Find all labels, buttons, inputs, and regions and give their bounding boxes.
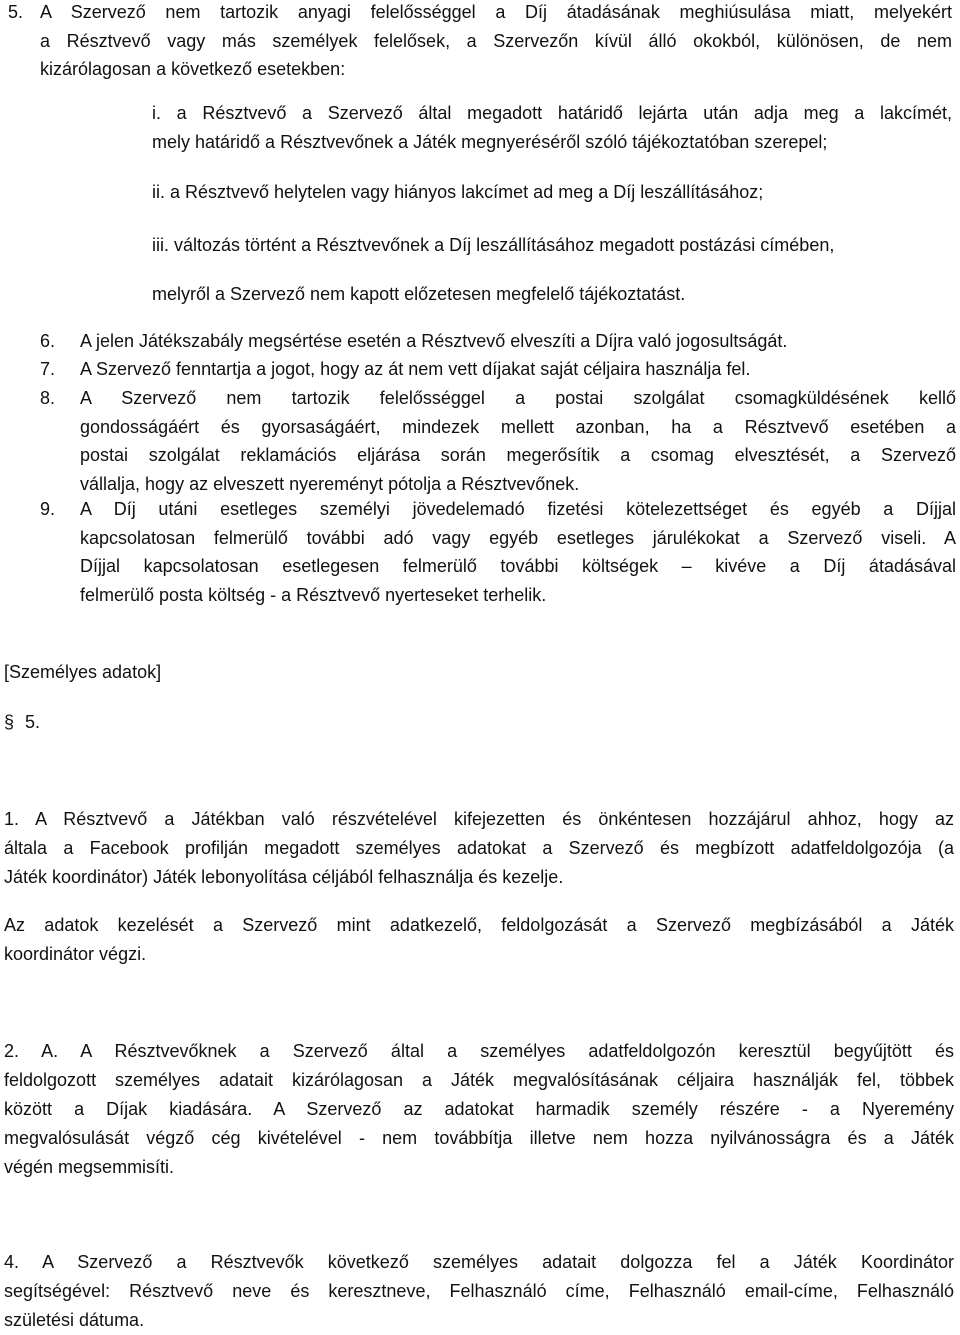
item-5-number: 5. [8,2,24,22]
item-5-line-1: A Szervező nem tartozik anyagi felelősséggel a Díj átadásának meghiúsulása miatt, melyekért [40,2,952,22]
paragraph-2-line-2: feldolgozott személyes adatait kizárólagosan a Játék megvalósításának céljaira használják fel, többek [4,1070,954,1090]
item-9-number: 9. [40,499,56,519]
paragraph-2-line-3: között a Díjak kiadására. A Szervező az adatokat harmadik személy részére - a Nyeremény [4,1099,954,1119]
paragraph-data-processing-line-1: Az adatok kezelését a Szervező mint adatkezelő, feldolgozását a Szervező megbízásából a Játék [4,915,954,935]
item-9-line-2: kapcsolatosan felmerülő további adó vagy egyéb esetleges járulékokat a Szervező viseli. A [80,527,956,548]
item-5-line-3: kizárólagosan a következő esetekben: [40,59,346,79]
paragraph-data-processing [4,911,954,969]
item-5-text [40,0,952,84]
item-8-line-1: A Szervező nem tartozik felelősséggel a postai szolgálat csomagküldésének kellő [80,388,956,408]
paragraph-2-line-5: végén megsemmisíti. [4,1157,175,1177]
section-number: 5. [25,712,41,732]
item-8-number: 8. [40,388,56,408]
section-paragraph-mark [4,708,40,737]
item-9-line-3: Díjjal kapcsolatosan esetlegesen felmerülő további költségek – kivéve a Díj átadásával [80,556,956,576]
item-9-line-4: felmerülő posta költség - a Résztvevő nyerteseket terhelik. [80,584,547,605]
item-7-number: 7. [40,359,56,379]
paragraph-4 [4,1248,954,1335]
sub-item-ii: ii. a Résztvevő helytelen vagy hiányos lakcímet ad meg a Díj leszállításához; [152,182,764,202]
section-heading: [Személyes adatok] [4,662,162,682]
item-9-line-1: A Díj utáni esetleges személyi jövedelemadó fizetési kötelezettséget és egyéb a Díjjal [80,499,956,519]
paragraph-1 [4,805,954,892]
item-9-text [80,495,956,609]
item-8-line-3: postai szolgálat reklamációs eljárása során megerősítik a csomag elvesztését, a Szervező [80,445,956,465]
paragraph-2-line-4: megvalósulását végző cég kivételével - nem továbbítja illetve nem hozza nyilvánosságra és a Játék [4,1128,954,1148]
paragraph-data-processing-line-2: koordinátor végzi. [4,944,147,964]
item-7-text: A Szervező fenntartja a jogot, hogy az át nem vett díjakat saját céljaira használja fel. [80,359,751,379]
item-6-number: 6. [40,331,56,351]
paragraph-2-line-1: 2. A. A Résztvevőknek a Szervező által a személyes adatfeldolgozón keresztül begyűjtött és [4,1041,954,1061]
item-8-line-2: gondosságáért és gyorsaságáért, mindezek mellett azonban, ha a Résztvevő esetében a [80,416,956,437]
section-symbol: § [4,712,15,732]
item-8-line-4: vállalja, hogy az elveszett nyereményt pótolja a Résztvevőnek. [80,473,580,494]
paragraph-1-line-2: általa a Facebook profilján megadott személyes adatokat a Szervező és megbízott adatfeldolgozója (a [4,838,954,858]
paragraph-4-line-1: 4. A Szervező a Résztvevők következő személyes adatait dolgozza fel a Játék Koordinátor [4,1252,954,1272]
sub-item-i-line-1: i. a Résztvevő a Szervező által megadott határidő lejárta után adja meg a lakcímét, [152,103,952,123]
paragraph-2 [4,1037,954,1182]
paragraph-4-line-3: születési dátuma. [4,1310,145,1330]
sub-item-i-line-2: mely határidő a Résztvevőnek a Játék megnyeréséről szóló tájékoztatóban szerepel; [152,131,828,152]
item-6-text: A jelen Játékszabály megsértése esetén a Résztvevő elveszíti a Díjra való jogosultságát. [80,331,788,351]
paragraph-1-line-1: 1. A Résztvevő a Játékban való részvételével kifejezetten és önkéntesen hozzájárul ahhoz, hogy az [4,809,954,829]
sub-item-i [152,99,952,156]
item-5-line-2: a Résztvevő vagy más személyek felelősek, a Szervezőn kívül álló okokból, különösen, de nem [40,30,952,51]
sub-item-iii-line-2: melyről a Szervező nem kapott előzetesen megfelelő tájékoztatást. [152,284,686,304]
paragraph-1-line-3: Játék koordinátor) Játék lebonyolítása céljából felhasználja és kezelje. [4,867,564,887]
item-8-text [80,384,956,498]
paragraph-4-line-2: segítségével: Résztvevő neve és keresztneve, Felhasználó címe, Felhasználó email-címe, Felhasználó [4,1281,954,1301]
sub-item-iii-line-1: iii. változás történt a Résztvevőnek a Díj leszállításához megadott postázási címében, [152,235,835,255]
